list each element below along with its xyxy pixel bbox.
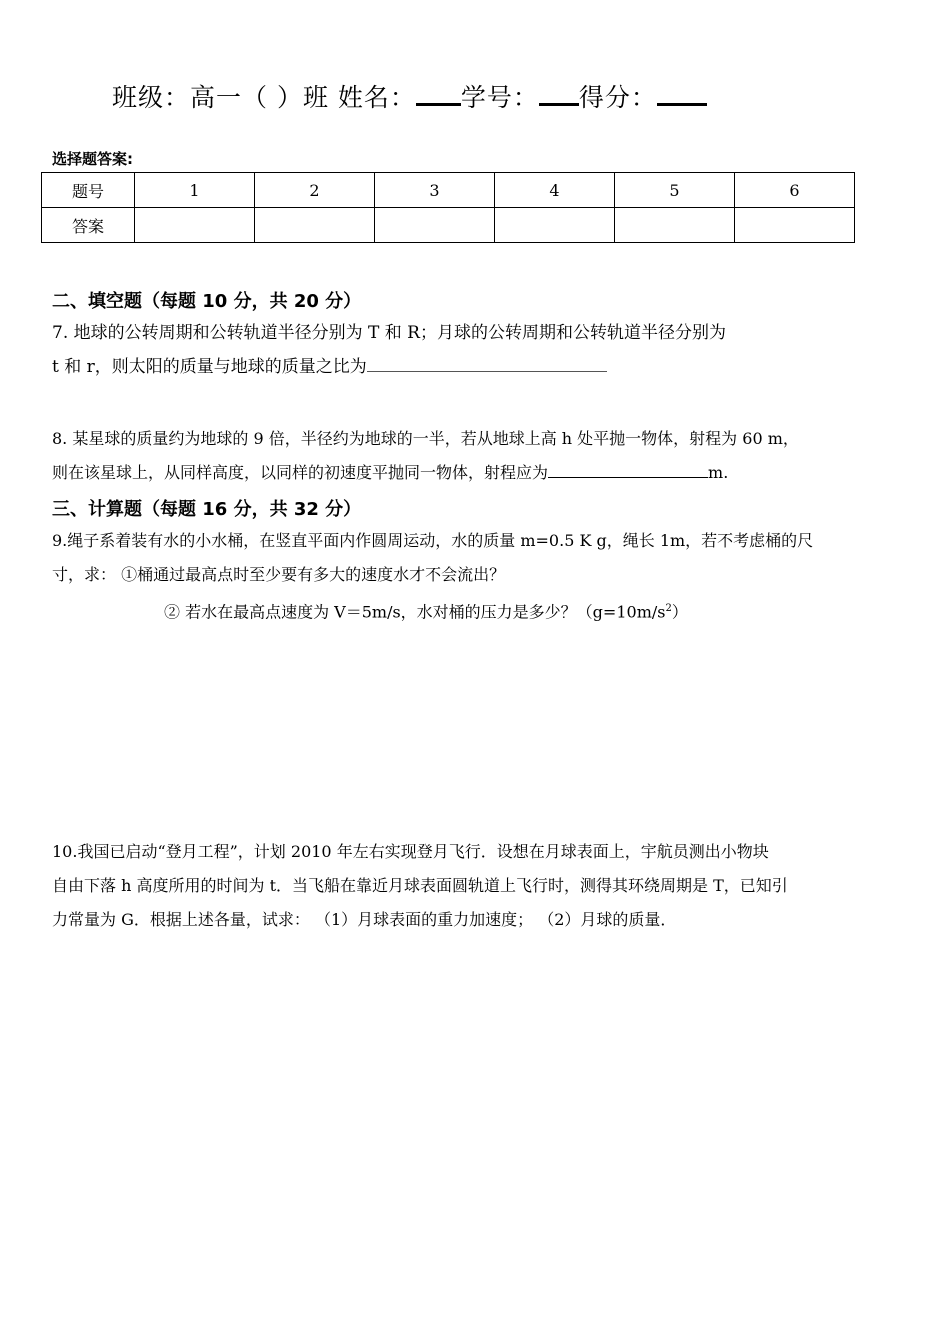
- question-number-cell: 2: [255, 173, 375, 208]
- answer-cell[interactable]: [495, 208, 615, 243]
- answer-cell[interactable]: [135, 208, 255, 243]
- question-number-cell: 3: [375, 173, 495, 208]
- q8-unit: m.: [708, 463, 729, 482]
- answer-header: 答案: [42, 208, 135, 243]
- student-id-label: 学号：: [460, 83, 539, 112]
- score-label: 得分：: [578, 83, 657, 112]
- q9-line-3: [52, 592, 902, 629]
- section-fill-blank-title: 二、填空题（每题 10 分，共 20 分）: [52, 291, 362, 312]
- q8-line-1: 8. 某星球的质量约为地球的 9 倍，半径约为地球的一半，若从地球上高 h 处平抛一物体，射程为 60 m，: [52, 429, 799, 448]
- question-10: [52, 835, 902, 937]
- question-number-cell: 1: [135, 173, 255, 208]
- name-blank[interactable]: [416, 81, 461, 106]
- q10-line-2: 自由下落 h 高度所用的时间为 t．当飞船在靠近月球表面圆轨道上飞行时，测得其环绕周期是 T，已知引: [52, 876, 788, 895]
- q10-line-3: 力常量为 G．根据上述各量，试求： （1）月球表面的重力加速度； （2）月球的质量．: [52, 910, 677, 929]
- q9-superscript: 2: [665, 603, 672, 614]
- q7-text: t 和 r，则太阳的质量与地球的质量之比为: [52, 357, 367, 377]
- table-row: [42, 208, 855, 243]
- answer-cell[interactable]: [255, 208, 375, 243]
- q9-close-paren: ）: [671, 602, 688, 622]
- q10-line-1: 10.我国已启动“登月工程”，计划 2010 年左右实现登月飞行．设想在月球表面上，宇航员测出小物块: [52, 842, 769, 861]
- score-blank[interactable]: [657, 81, 707, 106]
- question-8: [52, 422, 902, 490]
- student-info-line: [112, 78, 707, 114]
- question-number-cell: 5: [615, 173, 735, 208]
- question-9: [52, 524, 902, 629]
- q8-text: 则在该星球上，从同样高度，以同样的初速度平抛同一物体，射程应为: [52, 463, 549, 482]
- student-id-blank[interactable]: [539, 81, 579, 106]
- table-row: [42, 173, 855, 208]
- question-number-cell: 6: [735, 173, 855, 208]
- question-7: [52, 316, 902, 384]
- section-calculation-title: 三、计算题（每题 16 分，共 32 分）: [52, 499, 362, 520]
- answer-cell[interactable]: [615, 208, 735, 243]
- question-number-header: 题号: [42, 173, 135, 208]
- answer-cell[interactable]: [375, 208, 495, 243]
- q9-line-1: 9.绳子系着装有水的小水桶，在竖直平面内作圆周运动，水的质量 m=0.5 K g，绳长 1m，若不考虑桶的尺: [52, 531, 814, 550]
- question-number-cell: 4: [495, 173, 615, 208]
- q7-answer-blank[interactable]: [367, 353, 607, 372]
- class-name-label: 班级：高一（ ）班 姓名：: [112, 83, 416, 112]
- mc-answer-table: [41, 172, 855, 243]
- q8-answer-blank[interactable]: [548, 459, 708, 478]
- q9-line-2: 寸，求： ①桶通过最高点时至少要有多大的速度水才不会流出？: [52, 565, 506, 584]
- q8-line-2: [52, 456, 902, 490]
- answer-cell[interactable]: [735, 208, 855, 243]
- q9-sub2-text: ② 若水在最高点速度为 V＝5m/s，水对桶的压力是多少？（g=10m/s: [164, 602, 666, 622]
- mc-answer-title: 选择题答案:: [52, 150, 133, 168]
- q7-line-2: [52, 350, 902, 384]
- q7-line-1: 7. 地球的公转周期和公转轨道半径分别为 T 和 R；月球的公转周期和公转轨道半径分别为: [52, 323, 726, 343]
